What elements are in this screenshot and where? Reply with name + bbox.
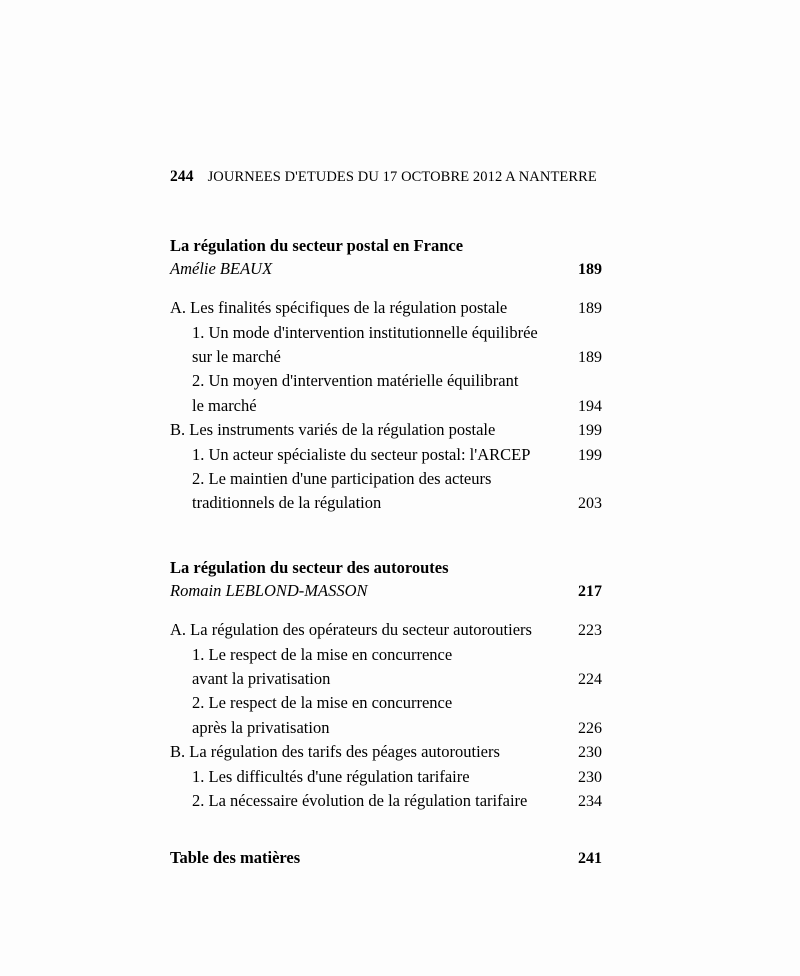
toc-line-label: le marché (192, 395, 257, 415)
toc-line-page: 189 (578, 348, 602, 366)
toc-line-page: 223 (578, 622, 602, 640)
toc-line (170, 418, 602, 443)
page-folio-number: 244 (170, 168, 194, 185)
toc-line-label: 2. Un moyen d'intervention matérielle équilibrant (192, 371, 519, 391)
running-head-title: JOURNEES D'ETUDES DU 17 OCTOBRE 2012 A NANTERRE (207, 169, 597, 185)
toc-line-label: 2. Le respect de la mise en concurrence (192, 693, 453, 713)
toc-line (170, 296, 602, 321)
toc-entry-author-row (170, 257, 602, 282)
toc-line-page: 199 (578, 446, 602, 464)
toc-line (170, 491, 602, 516)
toc-line (170, 618, 602, 643)
toc-entry-author-row (170, 579, 602, 604)
toc-entry-page: 189 (578, 261, 602, 279)
toc-line-label: 2. Le maintien d'une participation des acteurs (192, 469, 492, 489)
toc-line-label: traditionnels de la régulation (192, 493, 382, 513)
toc-line-page: 226 (578, 719, 602, 737)
toc-line-label: A. Les finalités spécifiques de la régulation postale (170, 298, 508, 318)
toc-line (170, 394, 602, 419)
toc-line-page: 224 (578, 670, 602, 688)
toc-final-page: 241 (578, 849, 602, 867)
toc-line-page: 194 (578, 397, 602, 415)
toc-line (170, 467, 602, 491)
toc-line (170, 369, 602, 393)
toc-line (170, 321, 602, 345)
toc-line (170, 643, 602, 667)
toc-line (170, 345, 602, 370)
toc-line-label: B. La régulation des tarifs des péages autoroutiers (170, 742, 500, 762)
toc-line (170, 740, 602, 765)
toc-line-page: 189 (578, 300, 602, 318)
toc-line-page: 234 (578, 793, 602, 811)
toc-line-label: A. La régulation des opérateurs du secteur autoroutiers (170, 620, 532, 640)
toc-line-page: 199 (578, 422, 602, 440)
toc-entry-author: Romain LEBLOND-MASSON (170, 581, 368, 601)
toc-line-label: avant la privatisation (192, 668, 331, 688)
toc-entry (170, 556, 602, 814)
toc-line-label: 1. Les difficultés d'une régulation tarifaire (192, 766, 470, 786)
toc-line-label: 1. Un mode d'intervention institutionnelle équilibrée (192, 322, 538, 342)
toc-entry (170, 234, 602, 516)
toc-line (170, 765, 602, 790)
toc-final-label: Table des matières (170, 847, 301, 867)
toc-line-label: 2. La nécessaire évolution de la régulation tarifaire (192, 791, 528, 811)
toc-line-label: 1. Le respect de la mise en concurrence (192, 644, 453, 664)
toc-line-label: sur le marché (192, 346, 281, 366)
toc-line (170, 691, 602, 715)
toc-line (170, 443, 602, 468)
toc-entry-title: La régulation du secteur postal en France (170, 236, 464, 255)
toc-line-label: 1. Un acteur spécialiste du secteur postal: l'ARCEP (192, 444, 531, 464)
page-content (170, 168, 602, 868)
toc-line (170, 716, 602, 741)
toc-line-label: après la privatisation (192, 717, 330, 737)
toc-final-entry (170, 848, 602, 868)
toc-line-page: 230 (578, 744, 602, 762)
toc-entry-author: Amélie BEAUX (170, 259, 273, 279)
toc-line (170, 789, 602, 814)
toc-line-label: B. Les instruments variés de la régulation postale (170, 420, 496, 440)
toc-entry-title: La régulation du secteur des autoroutes (170, 557, 449, 577)
toc-line-page: 230 (578, 768, 602, 786)
toc-line (170, 667, 602, 692)
running-head (170, 168, 602, 186)
toc-line-page: 203 (578, 495, 602, 513)
toc-entry-page: 217 (578, 583, 602, 601)
